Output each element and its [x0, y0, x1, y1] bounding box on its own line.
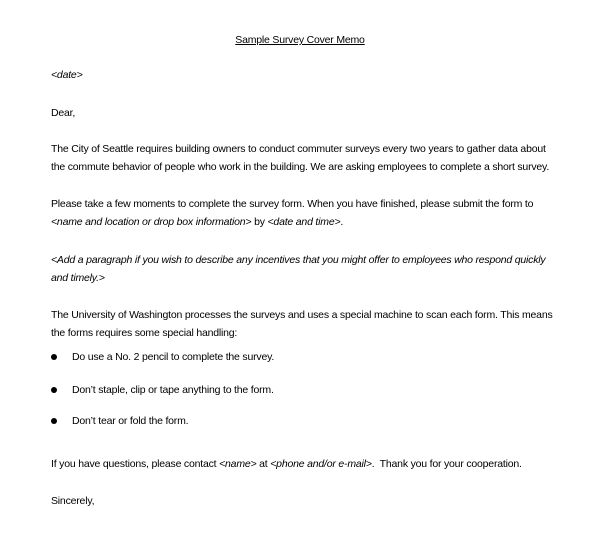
date-placeholder: <date> [51, 69, 83, 81]
paragraph2-end: . [340, 216, 344, 228]
by-text: by [251, 216, 268, 228]
bullet-icon [51, 387, 57, 393]
paragraph5-end: . Thank you for your cooperation. [371, 458, 522, 470]
bullet-text: Do use a No. 2 pencil to complete the survey. [72, 351, 275, 363]
salutation: Dear, [51, 107, 76, 119]
paragraph5-start: If you have questions, please contact [51, 458, 220, 470]
paragraph4-line2: the forms requires some special handling: [51, 327, 238, 339]
paragraph2-line2 [51, 216, 343, 229]
paragraph3-line1: <Add a paragraph if you wish to describe any incentives that you might offer to employees who respond quickly [51, 254, 546, 266]
paragraph3-line2: and timely.> [51, 272, 105, 284]
datetime-placeholder: <date and time> [267, 216, 341, 228]
paragraph4-line1: The University of Washington processes the surveys and uses a special machine to scan each form. This means [51, 309, 553, 321]
paragraph1-line1: The City of Seattle requires building owners to conduct commuter surveys every two years to gather data about [51, 143, 546, 155]
paragraph2-line1: Please take a few moments to complete the survey form. When you have finished, please submit the form to [51, 198, 534, 210]
bullet-icon [51, 418, 57, 424]
bullet-icon [51, 354, 57, 360]
name-placeholder: <name> [219, 458, 257, 470]
location-placeholder: <name and location or drop box information> [51, 216, 252, 228]
bullet-text: Don’t staple, clip or tape anything to the form. [72, 384, 274, 396]
bullet-text: Don’t tear or fold the form. [72, 415, 189, 427]
at-text: at [256, 458, 271, 470]
memo-title: Sample Survey Cover Memo [235, 34, 365, 46]
paragraph1-line2: the commute behavior of people who work in the building. We are asking employees to complete a short survey. [51, 161, 550, 173]
closing: Sincerely, [51, 495, 95, 507]
contact-placeholder: <phone and/or e-mail> [270, 458, 372, 470]
paragraph5 [51, 458, 522, 471]
